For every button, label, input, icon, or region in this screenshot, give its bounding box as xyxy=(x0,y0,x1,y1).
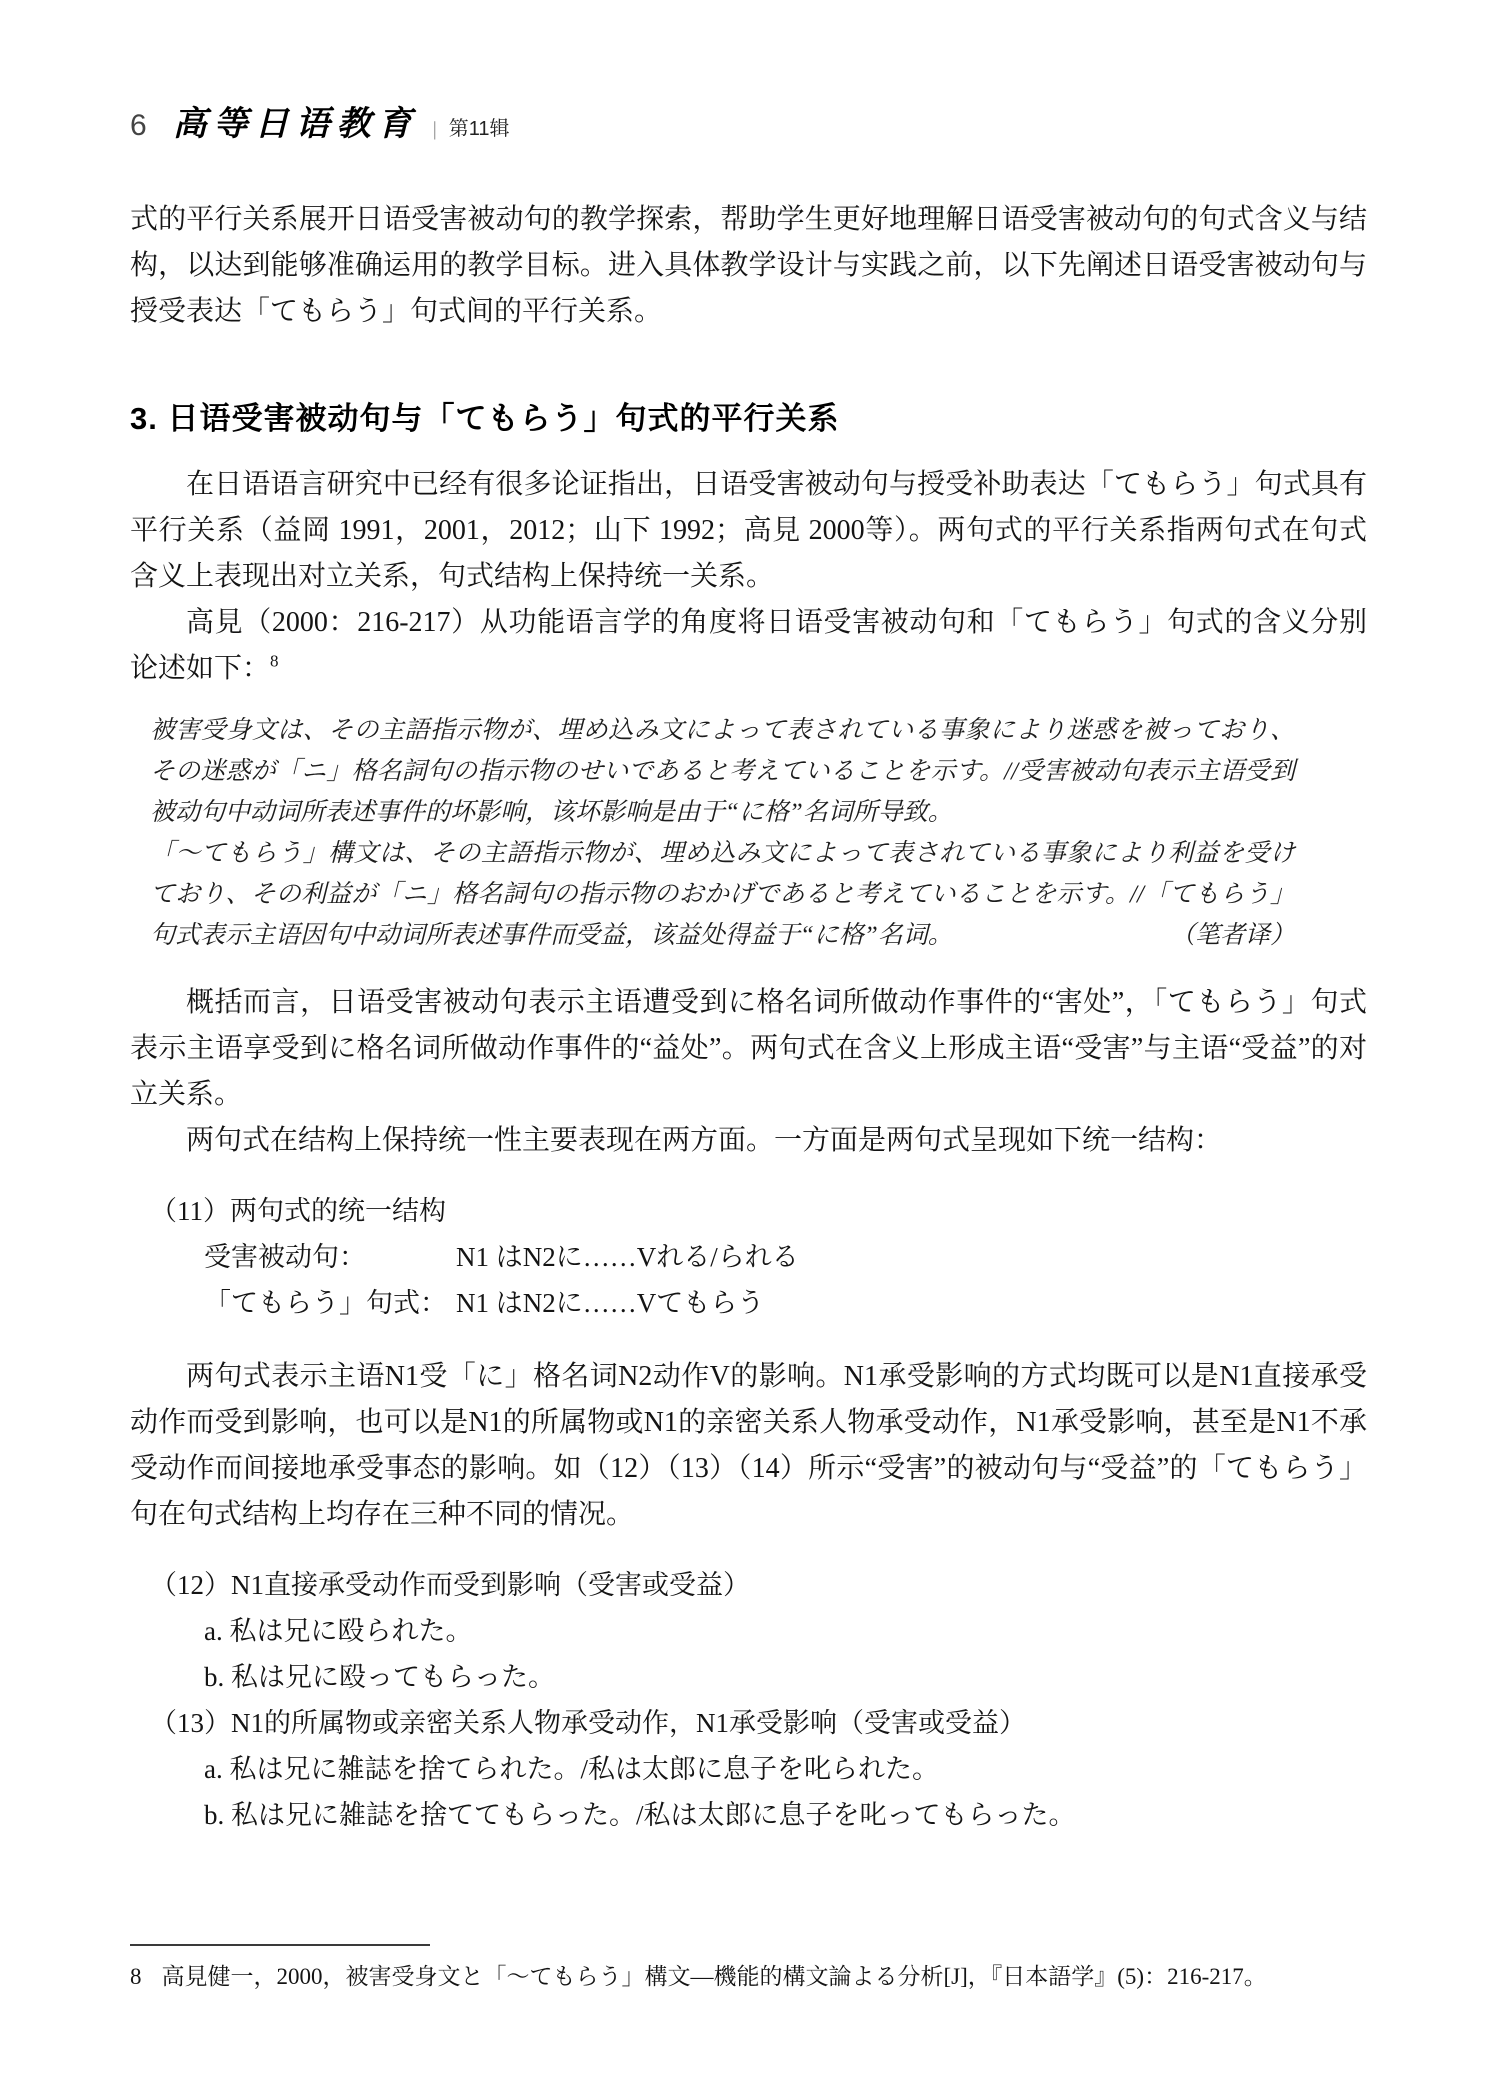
example-13-block xyxy=(130,1700,1367,1838)
paragraph-intro: 式的平行关系展开日语受害被动句的教学探索，帮助学生更好地理解日语受害被动句的句式含义与结构，以达到能够准确运用的教学目标。进入具体教学设计与实践之前，以下先阐述日语受害被动句与授受表达「てもらう」句式间的平行关系。 xyxy=(130,204,1367,327)
footnote-8 xyxy=(130,1960,1367,1994)
translator-note: （笔者译） xyxy=(1169,922,1295,949)
issue-label: 第11辑 xyxy=(448,118,510,140)
header-separator-bar: | xyxy=(432,118,437,140)
quote-paragraph-passive: 被害受身文は、その主語指示物が、埋め込み文によって表されている事象により迷惑を被っており、その迷惑が「ニ」格名詞句の指示物のせいであると考えていることを示す。//受害被动句表示主语受到被动句中动词所表述事件的坏影响，该坏影响是由于“に格”名词所导致。 xyxy=(150,717,1295,826)
paragraph-text: 高見（2000：216-217）从功能语言学的角度将日语受害被动句和「てもらう」句式的含义分别论述如下： xyxy=(130,607,1367,684)
examples-12-13-group xyxy=(130,1562,1367,1838)
example-11-row-1-label: 受害被动句： xyxy=(204,1242,366,1272)
page-number: 6 xyxy=(130,109,147,142)
quote-text: 「〜てもらう」構文は、その主語指示物が、埋め込み文によって表されている事象により利益を受けており、その利益が「ニ」格名詞句の指示物のおかげであると考えていることを示す。//「てもらう」句式表示主语因句中动词所表述事件而受益，该益处得益于“に格”名词。 xyxy=(150,840,1295,949)
footnote-text: 高見健一，2000，被害受身文と「〜てもらう」構文—機能的構文論よる分析[J]，『日本語学』(5)：216-217。 xyxy=(161,1964,1267,1989)
example-12-item-b: b. 私は兄に殴ってもらった。 xyxy=(204,1662,555,1692)
example-12-label: （12）N1直接承受动作而受到影响（受害或受益） xyxy=(150,1570,750,1600)
page-header xyxy=(130,96,1367,145)
example-11-row-1-value: N1 はN2に……Vれる/られる xyxy=(456,1242,799,1272)
example-11-block xyxy=(130,1188,1367,1326)
example-12-item-a: a. 私は兄に殴られた。 xyxy=(204,1616,473,1646)
example-13-item-a: a. 私は兄に雑誌を捨てられた。/私は太郎に息子を叱られた。 xyxy=(204,1754,939,1784)
footnote-divider xyxy=(130,1944,430,1946)
paragraph-summary: 概括而言，日语受害被动句表示主语遭受到に格名词所做动作事件的“害处”，「てもらう」句式表示主语享受到に格名词所做动作事件的“益处”。两句式在含义上形成主语“受害”与主语“受益”的对立关系。 xyxy=(130,987,1367,1110)
example-11-row-passive xyxy=(130,1234,1367,1280)
paragraph-parallel-relation: 在日语语言研究中已经有很多论证指出，日语受害被动句与授受补助表达「てもらう」句式具有平行关系（益岡 1991，2001，2012；山下 1992；高見 2000等）。两句式的平行关系指两句式在句式含义上表现出对立关系，句式结构上保持统一关系。 xyxy=(130,469,1367,592)
quote-paragraph-temorau xyxy=(150,833,1295,956)
example-11-row-2-label: 「てもらう」句式： xyxy=(204,1288,447,1318)
example-11-row-temorau xyxy=(130,1280,1367,1326)
page-body xyxy=(130,145,1367,1856)
footnote-area xyxy=(130,1944,1367,1994)
example-13-item-b: b. 私は兄に雑誌を捨ててもらった。/私は太郎に息子を叱ってもらった。 xyxy=(204,1800,1076,1830)
example-11-row-2-value: N1 はN2に……Vてもらう xyxy=(456,1288,765,1318)
paragraph-n1-influence: 两句式表示主语N1受「に」格名词N2动作V的影响。N1承受影响的方式均既可以是N1直接承受动作而受到影响，也可以是N1的所属物或N1的亲密关系人物承受动作，N1承受影响，甚至是N1不承受动作而间接地承受事态的影响。如（12）（13）（14）所示“受害”的被动句与“受益”的「てもらう」句在句式结构上均存在三种不同的情况。 xyxy=(130,1361,1367,1530)
paragraph-structure-unity: 两句式在结构上保持统一性主要表现在两方面。一方面是两句式呈现如下统一结构： xyxy=(186,1125,1223,1156)
footnote-ref-8: 8 xyxy=(270,651,279,671)
example-11-label: （11）两句式的统一结构 xyxy=(150,1196,446,1226)
footnote-number: 8 xyxy=(130,1964,142,1989)
example-12-block xyxy=(130,1562,1367,1700)
example-13-label: （13）N1的所属物或亲密关系人物承受动作，N1承受影响（受害或受益） xyxy=(150,1708,1026,1738)
journal-title: 高等日语教育 xyxy=(172,106,419,143)
section-heading: 3. 日语受害被动句与「てもらう」句式的平行关系 xyxy=(130,401,840,436)
paragraph-takami-definition xyxy=(130,600,1367,692)
block-quote xyxy=(150,710,1295,956)
